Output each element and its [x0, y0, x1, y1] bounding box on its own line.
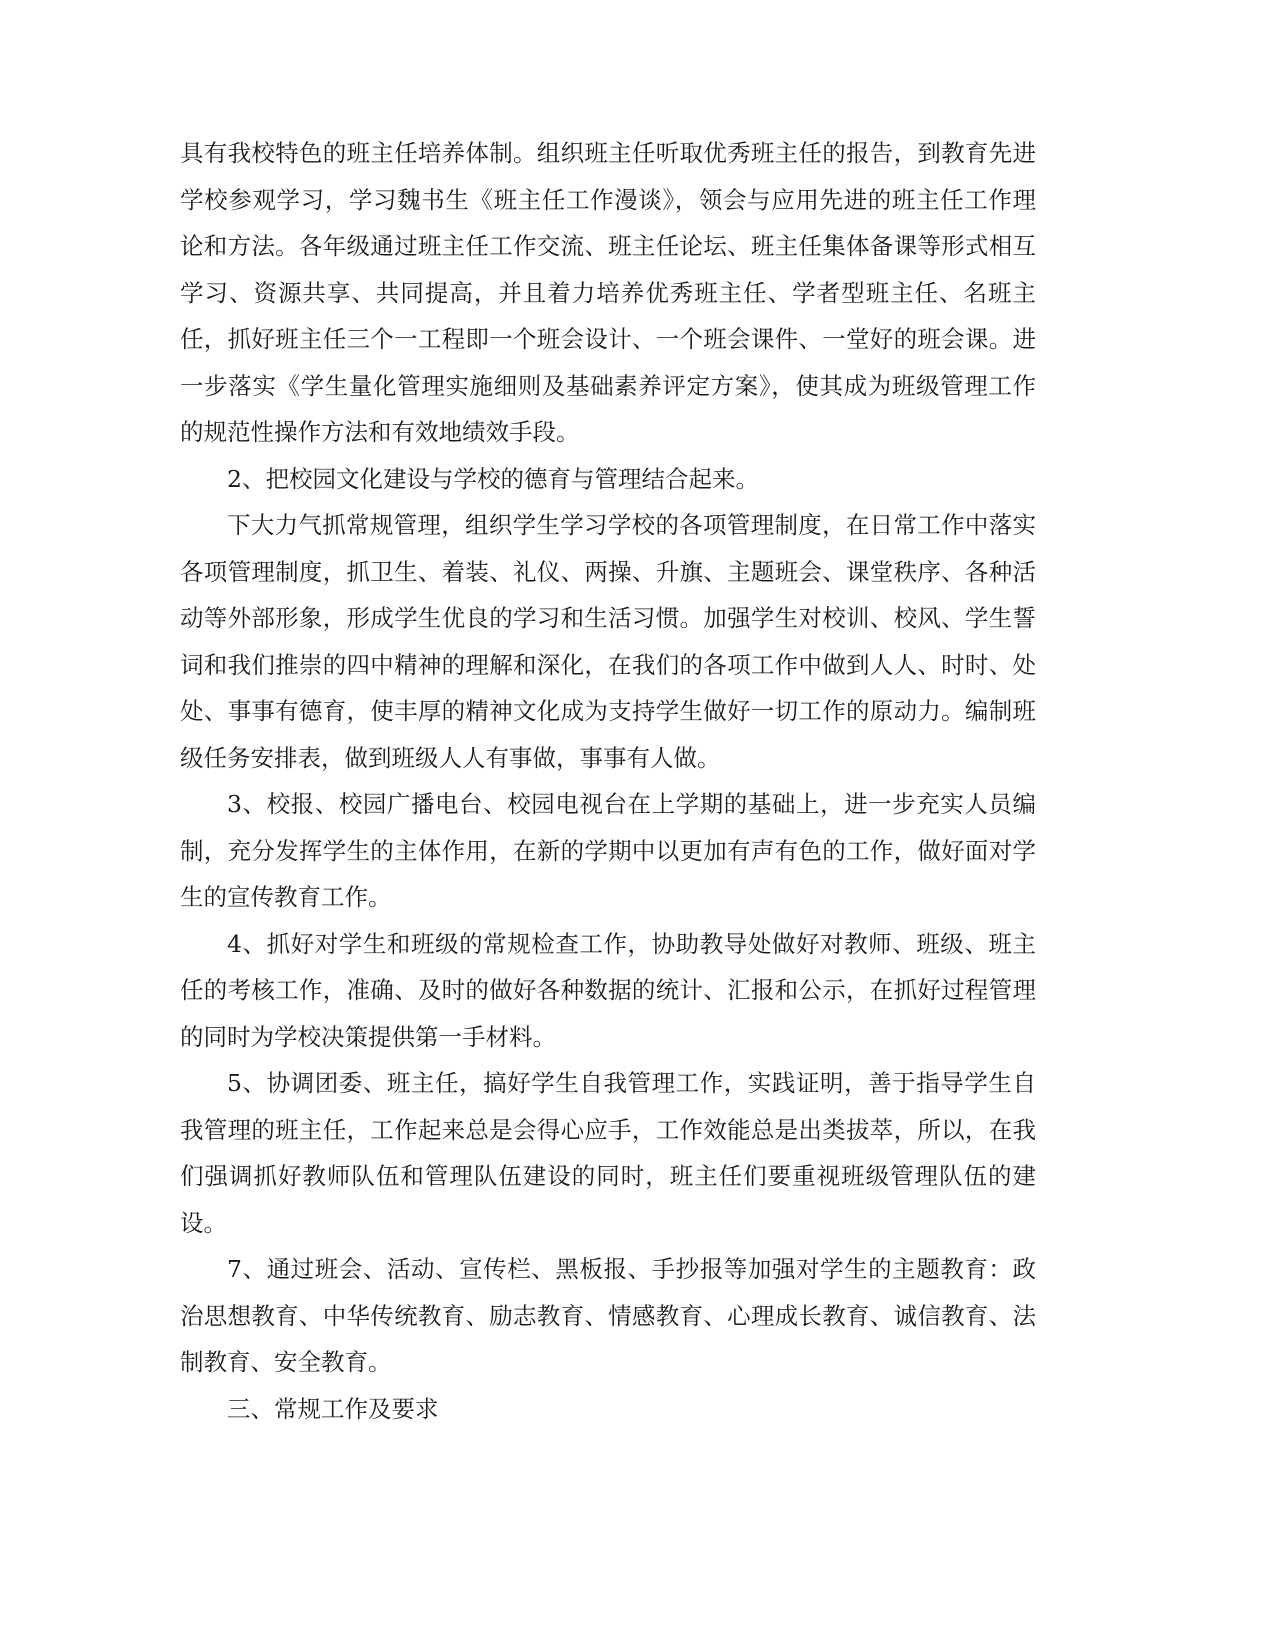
section-heading-3: 三、常规工作及要求	[227, 1394, 439, 1423]
paragraph-item-7: 7、通过班会、活动、宣传栏、黑板报、手抄报等加强对学生的主题教育：政治思想教育、中华传统教育、励志教育、情感教育、心理成长教育、诚信教育、法制教育、安全教育。	[180, 1255, 1036, 1376]
paragraph-item-3: 3、校报、校园广播电台、校园电视台在上学期的基础上，进一步充实人员编制，充分发挥学生的主体作用，在新的学期中以更加有声有色的工作，做好面对学生的宣传教育工作。	[180, 790, 1036, 911]
paragraph-item-4: 4、抓好对学生和班级的常规检查工作，协助教导处做好对教师、班级、班主任的考核工作，准确、及时的做好各种数据的统计、汇报和公示，在抓好过程管理的同时为学校决策提供第一手材料。	[180, 929, 1036, 1051]
paragraph-item-2: 2、把校园文化建设与学校的德育与管理结合起来。	[227, 464, 759, 493]
paragraph-continuation: 具有我校特色的班主任培养体制。组织班主任听取优秀班主任的报告，到教育先进学校参观学习，学习魏书生《班主任工作漫谈》，领会与应用先进的班主任工作理论和方法。各年级通过班主任工作交流、班主任论坛、班主任集体备课等形式相互学习、资源共享、共同提高，并且着力培养优秀班主任、学者型班主任、名班主任，抓好班主任三个一工程即一个班会设计、一个班会课件、一堂好的班会课。进一步落实《学生量化管理实施细则及基础素养评定方案》，使其成为班级管理工作的规范性操作方法和有效地绩效手段。	[180, 139, 1036, 446]
paragraph-item-5: 5、协调团委、班主任，搞好学生自我管理工作，实践证明，善于指导学生自我管理的班主任，工作起来总是会得心应手，工作效能总是出类拔萃，所以，在我们强调抓好教师队伍和管理队伍建设的同时，班主任们要重视班级管理队伍的建设。	[180, 1069, 1036, 1237]
document-body	[180, 130, 1036, 1432]
paragraph-routine-management: 下大力气抓常规管理，组织学生学习学校的各项管理制度，在日常工作中落实各项管理制度，抓卫生、着装、礼仪、两操、升旗、主题班会、课堂秩序、各种活动等外部形象，形成学生优良的学习和生活习惯。加强学生对校训、校风、学生誓词和我们推崇的四中精神的理解和深化，在我们的各项工作中做到人人、时时、处处、事事有德育，使丰厚的精神文化成为支持学生做好一切工作的原动力。编制班级任务安排表，做到班级人人有事做，事事有人做。	[180, 511, 1036, 772]
